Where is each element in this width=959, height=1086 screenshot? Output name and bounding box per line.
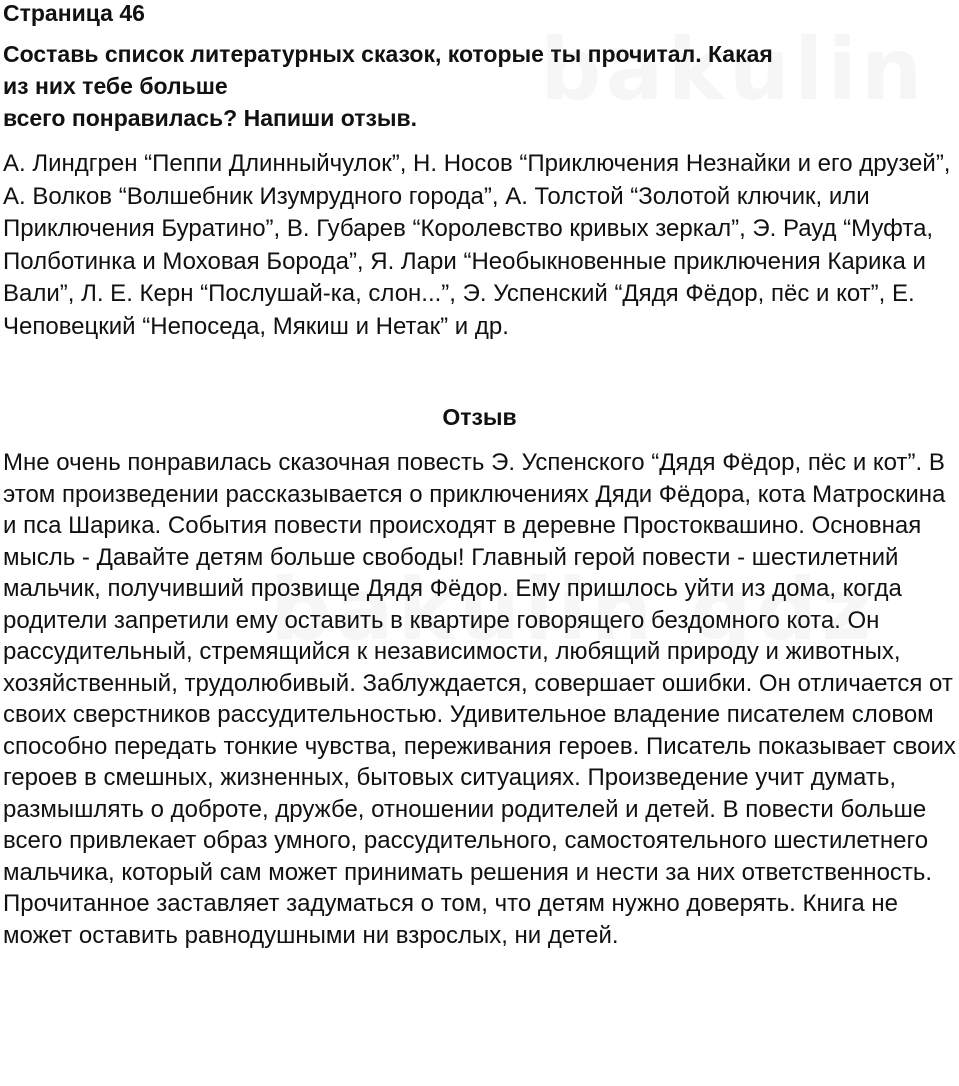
document-body <box>3 0 956 951</box>
book-list-paragraph: А. Линдгрен “Пеппи Длинныйчулок”, Н. Носов “Приключения Незнайки и его друзей”, А. Волков “Волшебник Изумрудного города”, А. Толстой “Золотой ключик, или Приключения Буратино”, В. Губарев “Королевство кривых зеркал”, Э. Рауд “Муфта, Полботинка и Моховая Борода”, Я. Лари “Необыкновенные приключения Карика и Вали”, Л. Е. Керн “Послушай-ка, слон...”, Э. Успенский “Дядя Фёдор, пёс и кот”, Е. Чеповецкий “Непоседа, Мякиш и Нетак” и др. <box>3 150 951 340</box>
task-question-line: Составь список литературных сказок, которые ты прочитал. Какая <box>3 41 773 67</box>
review-title: Отзыв <box>442 404 517 430</box>
task-question <box>3 38 956 134</box>
review-paragraph: Мне очень понравилась сказочная повесть Э. Успенского “Дядя Фёдор, пёс и кот”. В этом произведении рассказывается о приключениях Дяди Фёдора, кота Матроскина и пса Шарика. События повести происходят в деревне Простоквашино. Основная мысль - Давайте детям больше свободы! Главный герой повести - шестилетний мальчик, получивший прозвище Дядя Фёдор. Ему пришлось уйти из дома, когда родители запретили ему оставить в квартире говорящего бездомного кота. Он рассудительный, стремящийся к независимости, любящий природу и животных, хозяйственный, трудолюбивый. Заблуждается, совершает ошибки. Он отличается от своих сверстников рассудительностью. Удивительное владение писателем словом способно передать тонкие чувства, переживания героев. Писатель показывает своих героев в смешных, жизненных, бытовых ситуациях. Произведение учит думать, размышлять о доброте, дружбе, отношении родителей и детей. В повести больше всего привлекает образ умного, рассудительного, самостоятельного шестилетнего мальчика, который сам может принимать решения и нести за них ответственность. Прочитанное заставляет задуматься о том, что детям нужно доверять. Книга не может оставить равнодушными ни взрослых, ни детей. <box>3 449 956 949</box>
task-question-line: всего понравилась? Напиши отзыв. <box>3 105 418 131</box>
task-question-line: из них тебе больше <box>3 73 228 99</box>
page-number-heading: Страница 46 <box>3 0 145 26</box>
